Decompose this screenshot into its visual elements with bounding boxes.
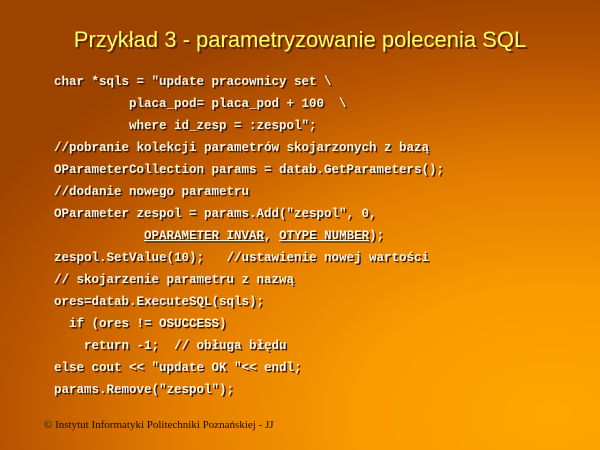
code-line: zespol.SetValue(10); //ustawienie nowej wartości (54, 251, 430, 265)
code-line: OParameterCollection params = datab.GetParameters(); (54, 163, 445, 177)
code-block (54, 71, 444, 401)
code-line: where id_zesp = :zespol"; (54, 119, 317, 133)
code-line: ores=datab.ExecuteSQL(sqls); (54, 295, 265, 309)
code-line: //pobranie kolekcji parametrów skojarzonych z bazą (54, 141, 430, 155)
slide-title: Przykład 3 - parametryzowanie polecenia SQL (73, 27, 527, 52)
code-line: char *sqls = "update pracownicy set \ (54, 75, 332, 89)
code-line: // skojarzenie parametru z nazwą (54, 273, 295, 287)
code-line: OPARAMETER_INVAR, OTYPE_NUMBER); (144, 229, 385, 243)
code-line: OParameter zespol = params.Add("zespol", 0, (54, 207, 377, 221)
underlined-constant: OPARAMETER_INVAR (144, 229, 265, 243)
code-line: return -1; // obługa błędu (54, 339, 287, 353)
footer-copyright: © Instytut Informatyki Politechniki Poznańskiej - JJ (44, 419, 274, 431)
code-line: params.Remove("zespol"); (54, 383, 235, 397)
code-line: if (ores != OSUCCESS) (54, 317, 227, 331)
code-line: placa_pod= placa_pod + 100 \ (54, 97, 347, 111)
underlined-constant: OTYPE_NUMBER (279, 229, 370, 243)
code-line: else cout << "update OK "<< endl; (54, 361, 302, 375)
code-line: //dodanie nowego parametru (54, 185, 250, 199)
